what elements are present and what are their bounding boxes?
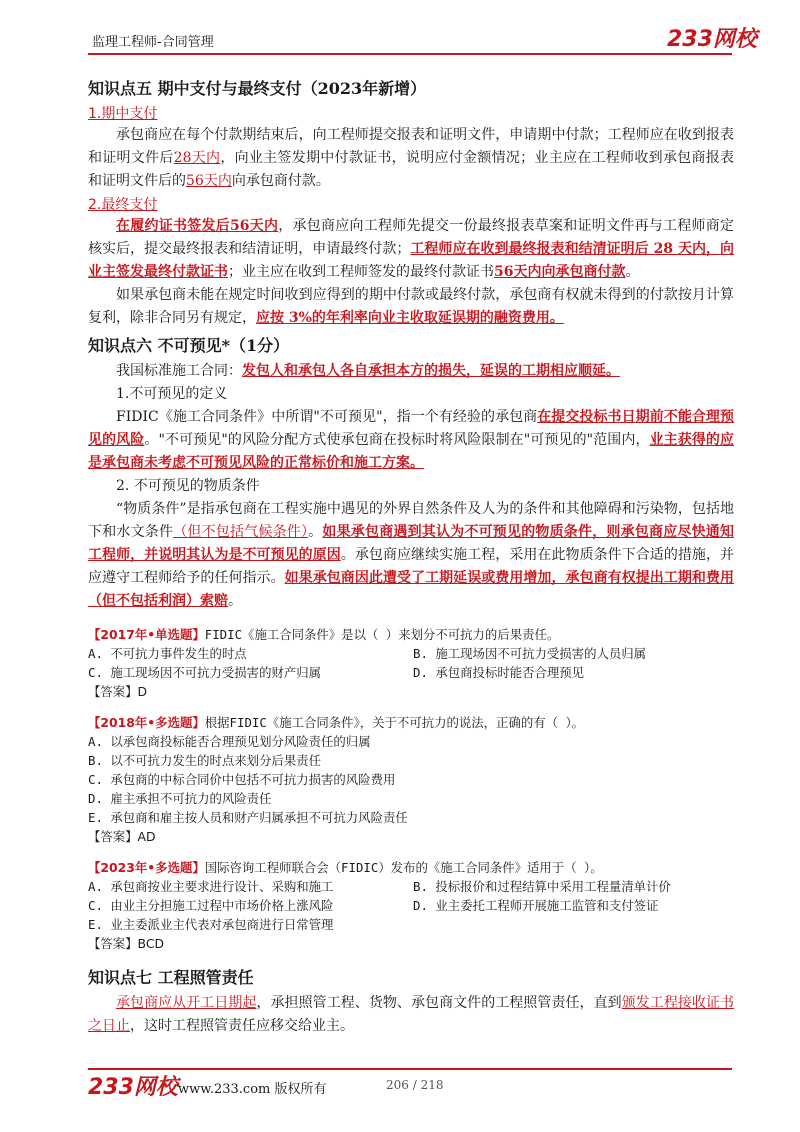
subsection-title-final-payment: 2.最终支付 (88, 197, 158, 213)
option-b: B. 施工现场因不可抗力受损害的人员归属 (413, 646, 647, 661)
page-number: 206 / 218 (386, 1078, 444, 1092)
question-2023 (88, 858, 734, 953)
option-a: A. 不可抗力事件发生的时点 (88, 646, 247, 661)
footer-logo: 233网校 (88, 1075, 178, 1100)
option-d: D. 雇主承担不可抗力的风险责任 (88, 791, 272, 806)
footer-copyright: www.233.com 版权所有 (178, 1082, 327, 1097)
option-a: A. 承包商按业主要求进行设计、采购和施工 (88, 879, 334, 894)
header-divider (88, 53, 732, 55)
page-content (88, 74, 734, 1038)
option-d: D. 承包商投标时能否合理预见 (413, 665, 585, 680)
option-e: E. 承包商和雇主按人员和财产归属承担不可抗力风险责任 (88, 810, 408, 825)
header-title: 监理工程师-合同管理 (92, 35, 214, 50)
question-stem: 根据FIDIC《施工合同条件》，关于不可抗力的说法，正确的有（ ）。 (204, 715, 585, 730)
option-c: C. 承包商的中标合同价中包括不可抗力损害的风险费用 (88, 772, 396, 787)
option-b: B. 投标报价和过程结算中采用工程量清单计价 (413, 879, 671, 894)
answer: 【答案】BCD (88, 936, 165, 951)
subsection-title-physical-conditions: 2. 不可预见的物质条件 (116, 478, 260, 494)
header-logo: 233网校 (667, 27, 757, 52)
paragraph-late-payment: 如果承包商未能在规定时间收到应得到的期中付款或最终付款，承包商有权就未得到的付款按月计算复利，除非合同另有规定，应按 3%的年利率向业主收取延误期的融资费用。 (88, 287, 734, 326)
answer: 【答案】AD (88, 829, 156, 844)
paragraph-interim-payment: 承包商应在每个付款期结束后，向工程师提交报表和证明文件，申请期中付款；工程师应在收到报表和证明文件后28天内，向业主签发期中付款证书，说明应付金额情况；业主应在工程师收到承包商报表和证明文件后的56天内向承包商付款。 (88, 127, 735, 189)
option-b: B. 以不可抗力发生的时点来划分后果责任 (88, 753, 322, 768)
footer-divider (88, 1068, 732, 1070)
option-c: C. 施工现场因不可抗力受损害的财产归属 (88, 665, 322, 680)
section-title-kp6: 知识点六 不可预见*（1分） (88, 336, 290, 355)
subsection-title-interim-payment: 1.期中支付 (88, 106, 158, 122)
question-tag: 【2023年•多选题】 (88, 860, 205, 875)
question-2017 (88, 625, 734, 701)
option-d: D. 业主委托工程师开展施工监管和支付签证 (413, 898, 659, 913)
option-c: C. 由业主分担施工过程中市场价格上涨风险 (88, 898, 334, 913)
question-tag: 【2018年•多选题】 (88, 715, 205, 730)
paragraph-physical-conditions: “物质条件”是指承包商在工程实施中遇见的外界自然条件及人为的条件和其他障碍和污染物，包括地下和水文条件（但不包括气候条件）。如果承包商遇到其认为不可预见的物质条件，则承包商应尽快通知工程师，并说明其认为是不可预见的原因。承包商应继续实施工程，采用在此物质条件下合适的措施，并应遵守工程师给予的任何指示。如果承包商因此遭受了工期延误或费用增加，承包商有权提出工期和费用（但不包括利润）索赔。 (88, 501, 735, 609)
paragraph-standard-contract: 我国标准施工合同：发包人和承包人各自承担本方的损失，延误的工期相应顺延。 (116, 363, 620, 379)
subsection-title-unforeseeable-definition: 1.不可预见的定义 (116, 386, 228, 402)
question-2018 (88, 713, 734, 846)
answer: 【答案】D (88, 684, 148, 699)
option-e: E. 业主委派业主代表对承包商进行日常管理 (88, 917, 334, 932)
question-tag: 【2017年•单选题】 (88, 627, 205, 642)
question-stem: FIDIC《施工合同条件》是以（ ）来划分不可抗力的后果责任。 (204, 627, 560, 642)
paragraph-unforeseeable-definition: FIDIC《施工合同条件》中所谓"不可预见"，指一个有经验的承包商在提交投标书日期前不能合理预见的风险。"不可预见"的风险分配方式使承包商在投标时将风险限制在"可预见的"范围内，业主获得的应是承包商未考虑不可预见风险的正常标价和施工方案。 (88, 409, 735, 471)
section-title-kp5: 知识点五 期中支付与最终支付（2023年新增） (88, 79, 427, 98)
question-stem: 国际咨询工程师联合会（FIDIC）发布的《施工合同条件》适用于（ ）。 (204, 860, 603, 875)
option-a: A. 以承包商投标能否合理预见划分风险责任的归属 (88, 734, 371, 749)
paragraph-care-of-works: 承包商应从开工日期起，承担照管工程、货物、承包商文件的工程照管责任，直到颁发工程接收证书之日止，这时工程照管责任应移交给业主。 (88, 995, 735, 1034)
paragraph-final-payment: 在履约证书签发后56天内，承包商应向工程师先提交一份最终报表草案和证明文件再与工程师商定核实后，提交最终报表和结清证明，申请最终付款；工程师应在收到最终报表和结清证明后 28 天内，向业主签发最终付款证书；业主应在收到工程师签发的最终付款证书56天内向承包商付款。 (88, 218, 735, 280)
section-title-kp7: 知识点七 工程照管责任 (88, 968, 254, 987)
